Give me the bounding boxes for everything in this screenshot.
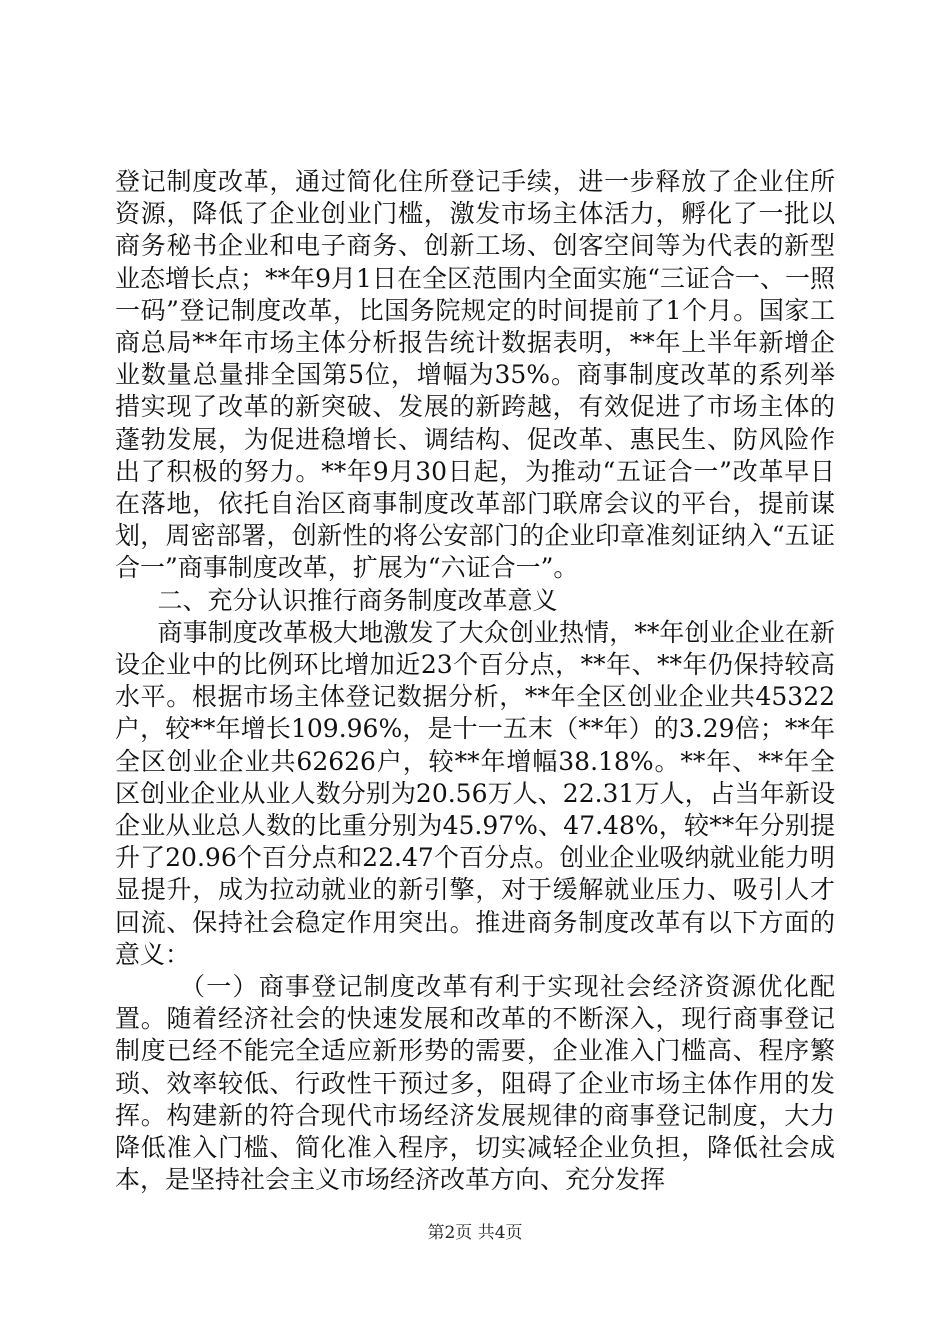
paragraph-subsection-one: （一）商事登记制度改革有利于实现社会经济资源优化配置。随着经济社会的快速发展和改革的不断深入，现行商事登记制度已经不能完全适应新形势的需要，企业准入门槛高、程序繁琐、效率较低、行政性干预过多，阻碍了企业市场主体作用的发挥。构建新的符合现代市场经济发展规律的商事登记制度，大力降低准入门槛、简化准入程序，切实减轻企业负担，降低社会成本，是坚持社会主义市场经济改革方向、充分发挥 bbox=[115, 972, 835, 1195]
paragraph-continuation: 登记制度改革，通过简化住所登记手续，进一步释放了企业住所资源，降低了企业创业门槛，激发市场主体活力，孵化了一批以商务秘书企业和电子商务、创新工场、创客空间等为代表的新型业态增长点；**年9月1日在全区范围内全面实施“三证合一、一照一码”登记制度改革，比国务院规定的时间提前了1个月。国家工商总局**年市场主体分析报告统计数据表明，**年上半年新增企业数量总量排全国第5位，增幅为35%。商事制度改革的系列举措实现了改革的新突破、发展的新跨越，有效促进了市场主体的蓬勃发展，为促进稳增长、调结构、促改革、惠民生、防风险作出了积极的努力。**年9月30日起，为推动“五证合一”改革早日在落地，依托自治区商事制度改革部门联席会议的平台，提前谋划，周密部署，创新性的将公安部门的企业印章准刻证纳入“五证合一”商事制度改革，扩展为“六证合一”。 bbox=[115, 167, 835, 583]
document-body bbox=[115, 166, 835, 1197]
page-number-footer: 第2页 共4页 bbox=[427, 1223, 523, 1243]
section-heading: 二、充分认识推行商务制度改革意义 bbox=[157, 585, 558, 615]
paragraph-significance: 商事制度改革极大地激发了大众创业热情，**年创业企业在新设企业中的比例环比增加近23个百分点，**年、**年仍保持较高水平。根据市场主体登记数据分析，**年全区创业企业共45322户，较**年增长109.96%，是十一五末（**年）的3.29倍；**年全区创业企业共62626户，较**年增幅38.18%。**年、**年全区创业企业从业人数分别为20.56万人、22.31万人，占当年新设企业从业总人数的比重分别为45.97%、47.48%，较**年分别提升了20.96个百分点和22.47个百分点。创业企业吸纳就业能力明显提升，成为拉动就业的新引擎，对于缓解就业压力、吸引人才回流、保持社会稳定作用突出。推进商务制度改革有以下方面的意义： bbox=[115, 617, 835, 969]
